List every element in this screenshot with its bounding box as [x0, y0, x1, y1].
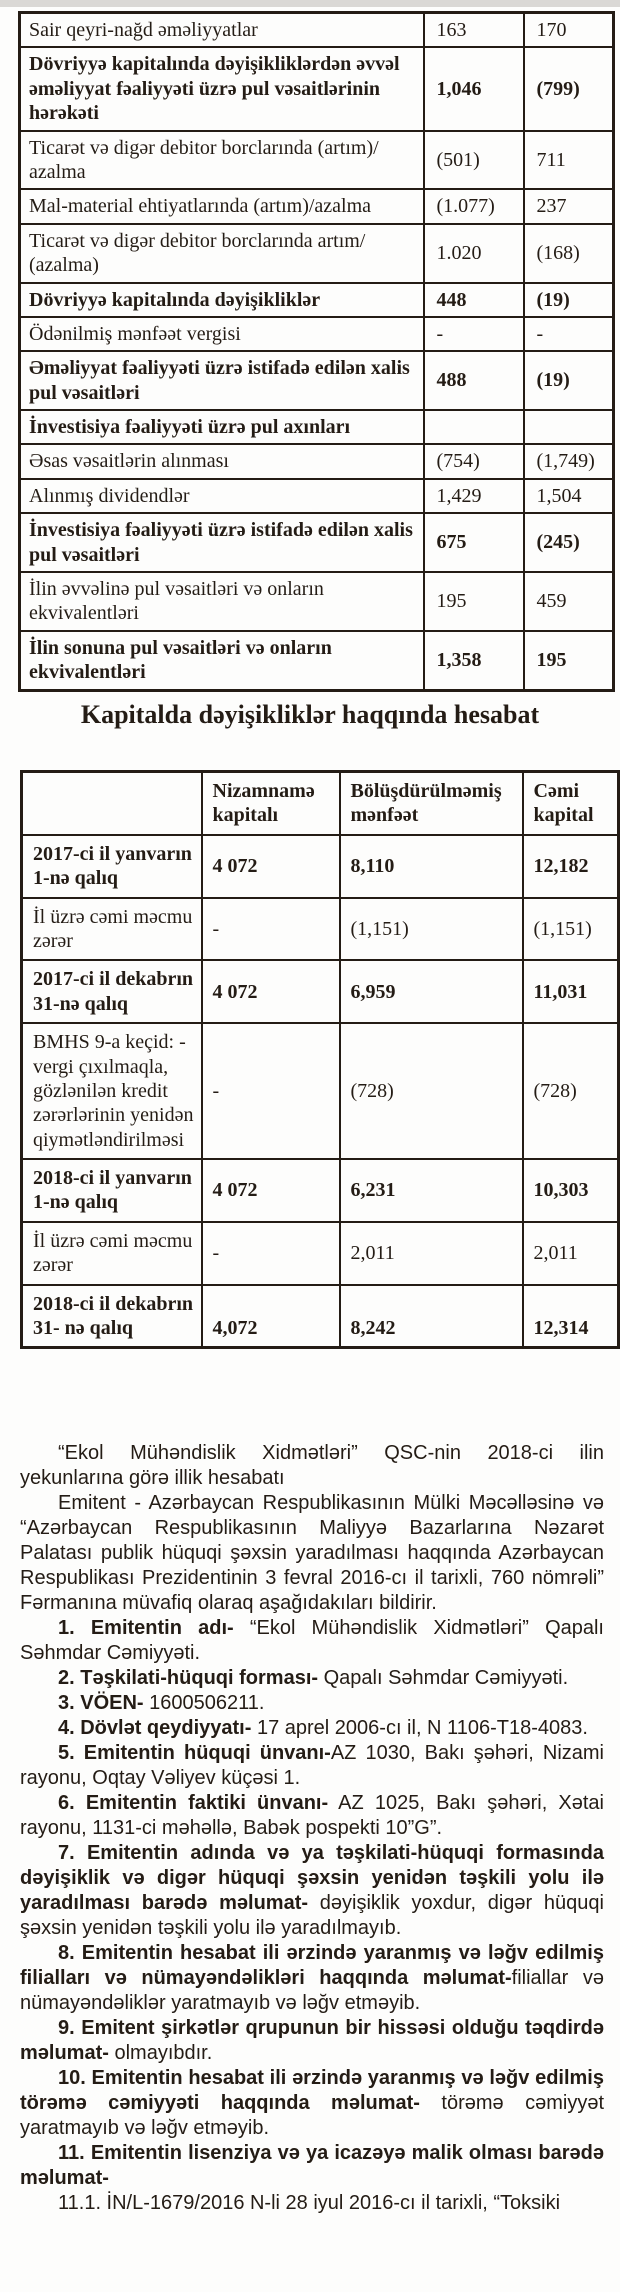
value-cell: 2,011 — [523, 1222, 619, 1285]
paragraph-body: “Ekol Mühəndislik Xidmətləri” Qapalı Səhmdar Cəmiyyəti. — [20, 1617, 604, 1664]
value-cell: (168) — [524, 224, 614, 283]
value-cell: 1,504 — [524, 479, 614, 513]
table-row — [20, 444, 614, 478]
value-cell: - — [524, 317, 614, 351]
value-cell: 11,031 — [523, 960, 619, 1023]
paragraph-lead: 5. Emitentin hüquqi ünvanı- — [58, 1742, 331, 1764]
value-cell: 195 — [524, 631, 614, 690]
value-cell: 488 — [424, 351, 524, 410]
value-cell: 4,072 — [202, 1285, 340, 1348]
paragraph-body: 1600506211. — [143, 1692, 265, 1714]
value-cell: - — [424, 317, 524, 351]
value-cell: 8,242 — [340, 1285, 523, 1348]
cashflow-table — [18, 11, 615, 692]
report-paragraph — [20, 1441, 604, 1491]
value-cell: (728) — [340, 1023, 523, 1159]
value-cell: (1,151) — [523, 898, 619, 961]
value-cell: 4 072 — [202, 960, 340, 1023]
value-cell: 1,046 — [424, 47, 524, 130]
paragraph-body: dəyişiklik yoxdur, digər hüquqi şəxsin yenidən təşkili yolu ilə yaradılmayıb. — [20, 1892, 604, 1939]
report-paragraph — [20, 1616, 604, 1666]
row-label: Ticarət və digər debitor borclarında artım/ (azalma) — [20, 224, 424, 283]
row-label: 2017-ci il yanvarın 1-nə qalıq — [22, 835, 202, 898]
table-row — [20, 479, 614, 513]
value-cell: (1,151) — [340, 898, 523, 961]
report-paragraph — [20, 1841, 604, 1941]
value-cell: 2,011 — [340, 1222, 523, 1285]
value-cell: 459 — [524, 572, 614, 631]
paragraph-body: olmayıbdır. — [108, 2042, 213, 2064]
row-label: BMHS 9-a keçid: -vergi çıxılmaqla, gözlənilən kredit zərərlərinin yenidən qiymətləndirilməsi — [22, 1023, 202, 1159]
value-cell: (245) — [524, 513, 614, 572]
value-cell: (19) — [524, 351, 614, 410]
value-cell: (728) — [523, 1023, 619, 1159]
report-paragraph — [20, 2066, 604, 2141]
value-cell: (1,749) — [524, 444, 614, 478]
value-cell: 195 — [424, 572, 524, 631]
value-cell: 1.020 — [424, 224, 524, 283]
value-cell: 6,959 — [340, 960, 523, 1023]
header-cell: Cəmi kapital — [523, 772, 619, 835]
row-label: İnvestisiya fəaliyyəti üzrə istifadə edilən xalis pul vəsaitləri — [20, 513, 424, 572]
row-label: İlin sonuna pul vəsaitləri və onların ekvivalentləri — [20, 631, 424, 690]
header-cell: Nizamnamə kapitalı — [202, 772, 340, 835]
value-cell — [424, 410, 524, 444]
table-row — [20, 131, 614, 190]
value-cell: 6,231 — [340, 1159, 523, 1222]
table-row — [20, 572, 614, 631]
table-row — [22, 835, 619, 898]
table-row — [22, 1285, 619, 1348]
paragraph-lead: 7. Emitentin adında və ya təşkilati-hüquqi formasında dəyişiklik və digər hüquqi şəxsin yenidən təşkili yolu ilə yaradılması barədə məlumat- — [20, 1842, 604, 1914]
row-label: Alınmış dividendlər — [20, 479, 424, 513]
table-row — [22, 1159, 619, 1222]
row-label: İnvestisiya fəaliyyəti üzrə pul axınları — [20, 410, 424, 444]
table-row — [20, 13, 614, 48]
table-row — [22, 898, 619, 961]
table-row — [20, 513, 614, 572]
report-paragraph — [20, 1691, 604, 1716]
row-label: Ödənilmiş mənfəət vergisi — [20, 317, 424, 351]
row-label: 2018-ci il yanvarın 1-nə qalıq — [22, 1159, 202, 1222]
scan-edge-artifact — [0, 0, 620, 7]
table-row — [20, 47, 614, 130]
equity-table — [20, 770, 620, 1349]
paragraph-body: AZ 1025, Bakı şəhəri, Xətai rayonu, 1131-ci məhəllə, Babək pospekti 10”G”. — [20, 1792, 604, 1839]
value-cell: 1,429 — [424, 479, 524, 513]
row-label: İl üzrə cəmi məcmu zərər — [22, 898, 202, 961]
paragraph-lead: 8. Emitentin hesabat ili ərzində yaranmış və ləğv edilmiş filialları və nümayəndəlikləri haqqında məlumat- — [20, 1942, 604, 1989]
report-paragraph — [20, 1741, 604, 1791]
table-row — [22, 1222, 619, 1285]
section-title: Kapitalda dəyişikliklər haqqında hesabat — [80, 700, 540, 729]
report-paragraph — [20, 2016, 604, 2066]
value-cell: 711 — [524, 131, 614, 190]
value-cell: 675 — [424, 513, 524, 572]
row-label: 2017-ci il dekabrın 31-nə qalıq — [22, 960, 202, 1023]
report-paragraph — [20, 1941, 604, 2016]
paragraph-lead: 2. Təşkilati-hüquqi forması- — [58, 1667, 319, 1689]
paragraph-body: AZ 1030, Bakı şəhəri, Nizami rayonu, Oqtay Vəliyev küçəsi 1. — [20, 1742, 604, 1789]
paragraph-lead: 10. Emitentin hesabat ili ərzində yaranmış və ləğv edilmiş törəmə cəmiyyəti haqqında məlumat- — [20, 2067, 604, 2114]
value-cell: 4 072 — [202, 1159, 340, 1222]
header-cell: Bölüşdürülməmiş mənfəət — [340, 772, 523, 835]
value-cell: 448 — [424, 283, 524, 317]
row-label: Dövriyyə kapitalında dəyişikliklərdən əvvəl əməliyyat fəaliyyəti üzrə pul vəsaitlərinin hərəkəti — [20, 47, 424, 130]
paragraph-body: Emitent - Azərbaycan Respublikasının Mülki Məcəlləsinə və “Azərbaycan Respublikasının Maliyyə Bazarlarına Nəzarət Palatası publik hüquqi şəxsin yaradılması haqqında Azərbaycan Respublikası Prezidentinin 3 fevral 2016-cı il tarixli, 760 nömrəli” Fərmanına müvafiq olaraq aşağıdakıları bildirir. — [20, 1492, 604, 1614]
value-cell: 12,314 — [523, 1285, 619, 1348]
value-cell: - — [202, 1222, 340, 1285]
paragraph-body: Qapalı Səhmdar Cəmiyyəti. — [318, 1667, 569, 1689]
value-cell: (501) — [424, 131, 524, 190]
report-paragraph — [20, 1716, 604, 1741]
value-cell: (799) — [524, 47, 614, 130]
value-cell: 12,182 — [523, 835, 619, 898]
row-label: 2018-ci il dekabrın 31- nə qalıq — [22, 1285, 202, 1348]
value-cell: 237 — [524, 189, 614, 223]
value-cell: 4 072 — [202, 835, 340, 898]
value-cell: 1,358 — [424, 631, 524, 690]
value-cell: (1.077) — [424, 189, 524, 223]
table-row — [20, 224, 614, 283]
paragraph-lead: 1. Emitentin adı- — [58, 1617, 234, 1639]
report-paragraph — [20, 1666, 604, 1691]
report-paragraph — [20, 1491, 604, 1616]
paragraph-lead: 3. VÖEN- — [58, 1692, 144, 1714]
row-label: İl üzrə cəmi məcmu zərər — [22, 1222, 202, 1285]
row-label: Sair qeyri-nağd əməliyyatlar — [20, 13, 424, 48]
row-label: Mal-material ehtiyatlarında (artım)/azalma — [20, 189, 424, 223]
row-label: Dövriyyə kapitalında dəyişikliklər — [20, 283, 424, 317]
paragraph-lead: 6. Emitentin faktiki ünvanı- — [58, 1792, 329, 1814]
value-cell: 170 — [524, 13, 614, 48]
equity-header-row — [22, 772, 619, 835]
table-row — [22, 1023, 619, 1159]
report-paragraph — [20, 2191, 604, 2216]
paragraph-body: filiallar və nümayəndəliklər yaratmayıb və ləğv etməyib. — [20, 1967, 605, 2014]
value-cell: - — [202, 1023, 340, 1159]
row-label: Əsas vəsaitlərin alınması — [20, 444, 424, 478]
paragraph-body: “Ekol Mühəndislik Xidmətləri” QSC-nin 2018-ci ilin yekunlarına görə illik hesabatı — [20, 1442, 604, 1489]
paragraph-body: 17 aprel 2006-cı il, N 1106-T18-4083. — [251, 1717, 588, 1739]
table-row — [22, 960, 619, 1023]
value-cell: 163 — [424, 13, 524, 48]
paragraph-lead: 4. Dövlət qeydiyyatı- — [58, 1717, 252, 1739]
row-label: Ticarət və digər debitor borclarında (artım)/ azalma — [20, 131, 424, 190]
header-cell-empty — [22, 772, 202, 835]
value-cell — [524, 410, 614, 444]
value-cell: - — [202, 898, 340, 961]
table-row — [20, 410, 614, 444]
row-label: İlin əvvəlinə pul vəsaitləri və onların ekvivalentləri — [20, 572, 424, 631]
table-row — [20, 189, 614, 223]
report-paragraph — [20, 2141, 604, 2191]
report-paragraph — [20, 1791, 604, 1841]
table-row — [20, 317, 614, 351]
value-cell: (754) — [424, 444, 524, 478]
paragraph-lead: 9. Emitent şirkətlər qrupunun bir hissəsi olduğu təqdirdə məlumat- — [20, 2017, 604, 2064]
paragraph-body: törəmə cəmiyyət yaratmayıb və ləğv etməyib. — [20, 2092, 604, 2139]
value-cell: 10,303 — [523, 1159, 619, 1222]
table-row — [20, 631, 614, 690]
paragraph-body: 11.1. İN/L-1679/2016 N-li 28 iyul 2016-cı il tarixli, “Toksiki — [58, 2192, 561, 2214]
table-row — [20, 351, 614, 410]
value-cell: (19) — [524, 283, 614, 317]
row-label: Əməliyyat fəaliyyəti üzrə istifadə edilən xalis pul vəsaitləri — [20, 351, 424, 410]
table-row — [20, 283, 614, 317]
paragraph-lead: 11. Emitentin lisenziya və ya icazəyə malik olması barədə məlumat- — [20, 2142, 604, 2189]
value-cell: 8,110 — [340, 835, 523, 898]
report-text-block — [0, 1441, 620, 2216]
